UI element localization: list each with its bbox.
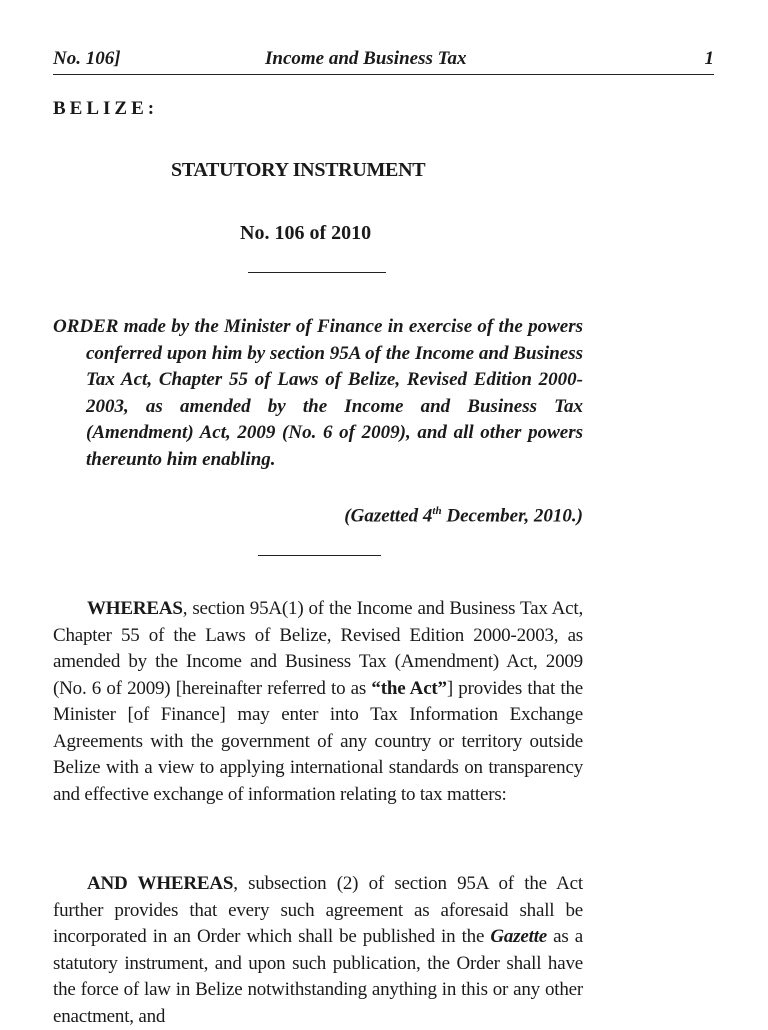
header-act-title: Income and Business Tax (265, 48, 467, 69)
gazetted-ordinal: th (432, 505, 442, 517)
gazette-term: Gazette (490, 926, 548, 947)
gazetted-date (344, 505, 583, 527)
running-header (53, 46, 714, 75)
order-preamble: ORDER made by the Minister of Finance in exercise of the powers conferred upon him by section 95A of the Income and Business Tax Act, Chapter 55 of Laws of Belize, Revised Edition 2000-2003, as amended by the Income and Business Tax (Amendment) Act, 2009 (No. 6 of 2009), and all other powers thereunto him enabling. (53, 316, 583, 470)
separator-rule (248, 272, 386, 273)
whereas-lead: WHEREAS (87, 598, 183, 619)
and-whereas-text-a: , subsection (2) of section 95A of the Act further provides that every such agreement as aforesaid shall be incorporated in an Order which shall be published in the (53, 873, 583, 947)
header-instrument-number: No. 106] (53, 48, 121, 69)
and-whereas-paragraph (53, 871, 583, 1030)
and-whereas-text-b: as a statutory instrument, and upon such publication, the Order shall have the force of law in Belize notwithstanding anything in this or any other enactment, and (53, 926, 583, 1027)
defined-term: “the Act” (371, 677, 447, 699)
whereas-paragraph (53, 596, 583, 808)
country-heading: BELIZE: (53, 98, 159, 119)
header-page-number: 1 (704, 48, 714, 69)
separator-rule (258, 555, 381, 556)
whereas-text-b: ] provides that the Minister [of Finance] may enter into Tax Information Exchange Agreements with the government of any country or territory outside Belize with a view to applying international standards on transparency and effective exchange of information relating to tax matters: (53, 677, 583, 805)
instrument-title: STATUTORY INSTRUMENT (171, 159, 426, 181)
whereas-text-a: , section 95A(1) of the Income and Business Tax Act, Chapter 55 of the Laws of Belize, Revised Edition 2000-2003, as amended by the Income and Business Tax (Amendment) Act, 2009 (No. 6 of 2009) [hereinafter referred to as (53, 598, 583, 699)
instrument-number: No. 106 of 2010 (240, 222, 372, 244)
and-whereas-lead: AND WHEREAS (87, 873, 234, 894)
gazetted-prefix: (Gazetted 4 (344, 505, 433, 527)
gazetted-suffix: December, 2010.) (441, 505, 583, 527)
